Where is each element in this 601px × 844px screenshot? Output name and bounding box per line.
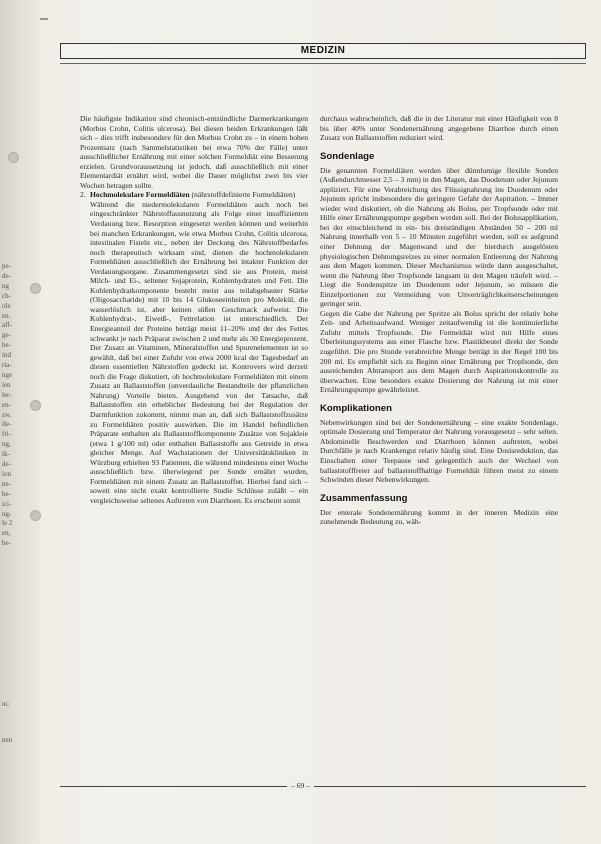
- gutter-fragment: aff-: [2, 321, 12, 330]
- page-number-text: – 69 –: [287, 781, 314, 790]
- gutter-fragment: en-: [2, 400, 11, 409]
- gutter-fragment: nc.: [2, 700, 11, 708]
- gutter-fragment: de-: [2, 271, 11, 280]
- gutter-fragment: be-: [2, 489, 11, 498]
- gutter-fragment: ile-: [2, 420, 12, 429]
- section-header: [60, 43, 586, 59]
- gutter-fragment: ler-: [2, 390, 12, 399]
- gutter-fragment: ien: [2, 380, 11, 389]
- binder-hole-mark: [30, 283, 41, 294]
- list-item-title: Hochmolekulare Formeldiäten: [90, 190, 190, 200]
- gutter-fragment: de-: [2, 460, 11, 468]
- gutter-fragment: be-: [2, 539, 11, 548]
- gutter-fragment: ng-: [2, 509, 12, 518]
- paragraph: Nebenwirkungen sind bei der Sondenernährung – eine exakte Sondenlage, optimale Dosierung und Temperatur der Nahrung vorausgesetzt – sehr selten. Abdominelle Beschwerden und Diarrhoen können auftreten, wobei Durchfälle je nach Krankengut relativ häufig sind. Eine Dosisreduktion, das Einschalten einer Teepause und gelegentlich auch der Wechsel von ballaststofffreier auf ballaststoffhaltige Formeldiät führen meist zu einem Schwinden dieser Nebenwirkungen.: [320, 417, 558, 485]
- gutter-fragment: le 2: [2, 519, 13, 528]
- paragraph: durchaus wahrscheinlich, daß die in der Literatur mit einer Häufigkeit von 8 bis über 40% unter Sondenernährung angegebene Diarrhoe durch einen Zusatz von Ballaststoffen reduziert wird.: [320, 114, 558, 143]
- list-item-note: (nährstoffdefinierte Formeldiäten): [189, 190, 296, 200]
- paragraph: Der enterale Sondenernährung kommt in der inneren Medizin eine zunehmende Bedeutung zu, wäh-: [320, 507, 558, 527]
- heading-zusammenfassung: Zusammenfassung: [320, 492, 408, 504]
- gutter-fragment: ch-: [2, 291, 11, 300]
- gutter-fragment: ria-: [2, 361, 12, 369]
- right-column: [320, 114, 558, 527]
- gutter-fragment: zw.: [2, 410, 12, 419]
- binder-hole-mark: [8, 152, 19, 163]
- list-item-2: [80, 190, 308, 200]
- gutter-fragment: en.: [2, 311, 11, 320]
- gutter-fragment: ng,: [2, 440, 11, 449]
- paragraph: Die häufigste Indikation sind chronisch-entzündliche Darmerkrankungen (Morbus Crohn, Colitis ulcerosa). Bei diesen beiden Erkrankungen läßt sich – dies trifft insbesondere für den Morbus Crohn zu – in einem hohen Prozentsatz (nach Sammelstatistiken bei etwa 70% der Fälle) unter ausschließlicher Ernährung mit einer solchen Formeldiät eine Besserung erzielen. Grundvoraussetzung ist jedoch, daß ausschließlich mit einer Elementardiät ernährt wird, wobei die Dauer möglichst zwei bis vier Wochen betragen sollte.: [80, 114, 308, 190]
- section-title: MEDIZIN: [300, 45, 346, 56]
- gutter-fragment: ici-: [2, 499, 12, 508]
- page-number: [0, 780, 601, 792]
- gutter-fragment: ole: [2, 301, 11, 310]
- gutter-fragment: pe-: [2, 262, 11, 270]
- heading-komplikationen: Komplikationen: [320, 402, 392, 414]
- list-number: 2.: [80, 190, 86, 200]
- paragraph: Gegen die Gabe der Nahrung per Spritze als Bolus spricht der relativ hohe Zeit- und Arbeitsaufwand. Weniger zeitaufwendig ist die kontinuierliche Zufuhr mittels Tropfsonde. Die Formeldiät wird mit Hilfe eines Überleitungssystems aus einer Flasche bzw. Plastikbeutel direkt der Sonde zugeführt. Die pro Stunde verabreichte Menge beträgt in der Regel 100 bis 200 ml. Es empfiehlt sich zu Beginn einer Ernährung per Tropfsonde, den ausreichenden Abtransport aus dem Magen durch Aspirationskontrolle zu überwachen. Eine besonders exakte Dosierung der Nahrung ist mit einer Ernährungspumpe gewährleistet.: [320, 308, 558, 395]
- gutter-fragment: ik-: [2, 450, 10, 459]
- heading-sondenlage: Sondenlage: [320, 150, 375, 162]
- gutter-fragment: fri-: [2, 430, 11, 439]
- gutter-fragment: ng: [2, 281, 9, 290]
- page-corner-mark: [40, 18, 48, 20]
- gutter-fragment: ge-: [2, 331, 11, 340]
- list-item-heading: [90, 190, 308, 200]
- paragraph: Die genannten Formeldiäten werden über dünnlumige flexible Sonden (Außendurchmesser 2,5 – 3 mm) in den Magen, das Duodenum oder Jejunum appliziert. Für eine Verabreichung des Flüssignahrung ins Duodenum oder Jejunum spricht insbesondere die geringere Gefahr der Aspiration. – Immer wieder wird diskutiert, ob die Nahrung als Bolus, per Tropfsonde oder mit Hilfe einer Ernährungspumpe gegeben werden soll. Bei der Bolusapplikation, bei der einschleichend in ein- bis dreistündigen Abständen 50 – 200 ml Nahrung innerhalb von 5 – 10 Minuten zugeführt werden, soll es aufgrund einer Dehnung der Magenwand und der hierdurch ausgelösten physiologischen Dehnungsreizes zu einer normalen Entleerung der Nahrung aus dem Magen kommen. Dieser Mechanismus würde dann ausgeschaltet, wenn die Nahrung über Tropfsonde langsam in den Magen träufelt wird. – Liegt die Sondenspitze im Duodenum oder Jejunum, so müssen die Einzelportionen zur Vermeidung von Unverträglichkeitserscheinungen geringer sein.: [320, 165, 558, 309]
- binder-hole-mark: [30, 510, 41, 521]
- gutter-fragment: en,: [2, 529, 11, 538]
- gutter-fragment: nge: [2, 370, 13, 379]
- gutter-fragment: be-: [2, 341, 11, 350]
- left-column: [80, 114, 308, 505]
- binder-hole-mark: [30, 400, 41, 411]
- gutter-fragment: ion: [2, 469, 11, 478]
- header-rule: [60, 63, 586, 64]
- gutter-fragment: nen: [2, 736, 13, 744]
- paragraph: Während die niedermolekularen Formeldiäten auch noch bei eingeschränkter Nährstoffausnutzung als Folge einer insuffizienten Verdauung bzw. Resorption eingesetzt werden können und weiterhin bei manchen Erkrankungen, wie etwa Morbus Crohn, Colitis ulcerosa, intestinalen Fisteln etc., neben der Deckung des Nährstoffbedarfes noch therapeutisch wirksam sind, dienen die hochmolekularen Formeldiäten ausschließlich der Ernährung bei intakter Funktion der Verdauungsorgane. Zusammengesetzt sind sie aus Protein, meist Milch- und Ei-, seltener Sojaprotein, Kohlenhydraten und Fett. Die Kohlenhydratkomponente besteht meist aus teilabgebauter Stärke (Oligosaccharide) mit 10 bis 14 Glukoseeinheiten pro Molekül, die wasserlöslich ist, aber keinen süßen Geschmack aufweist. Die Kohlenhydrat-, Eiweiß-, Fettrelation ist unterschiedlich. Der Energieanteil der Proteine beträgt meist 11–20% und der des Fettes schwankt je nach Präparat zwischen 2 und mehr als 30 Energieprozent. Der Zusatz an Vitaminen, Mineralstoffen und Spurenelementen ist so gewählt, daß bei einer Zufuhr von etwa 2000 kcal der Tagesbedarf an diesen essentiellen Nährstoffen gedeckt ist. Kontrovers wird derzeit noch die Frage diskutiert, ob hochmolekulare Formeldiäten mit einem Zusatz an Ballaststoffen (unverdauliche Bestandteile der pflanzlichen Nahrung) Vorteile bieten. Ausgehend von der Tatsache, daß Ballaststoffen ein erheblicher Bedeutung bei der Regulation der Darmfunktion zukommt, nimmt man an, daß sich Ballaststoffzusätze zu Formeldiäten positiv auswirken. Die im Handel befindlichen Präparate enthalten als Ballaststoffkomponente Zusätze von Sojakleie (etwa 1 g/100 ml) oder enthalten Ballaststoffe aus Getreide in etwa gleicher Menge. Auf Wachstationen der Universitätskliniken in Würzburg erhielten 93 Patienten, die während mindestens einer Woche ausschließlich bzw. überwiegend per Sonde ernährt wurden, Formeldiäten mit einem Zusatz an Ballaststoffen. Hierbei fand sich – soweit eine nicht exakt kontrollierte Studie Schlüsse zuläßt – ein vergleichsweise seltenes Auftreten von Diarrhoen. Es erscheint somit: [90, 199, 308, 505]
- gutter-fragment: ind: [2, 351, 11, 360]
- gutter-fragment: ne-: [2, 479, 11, 488]
